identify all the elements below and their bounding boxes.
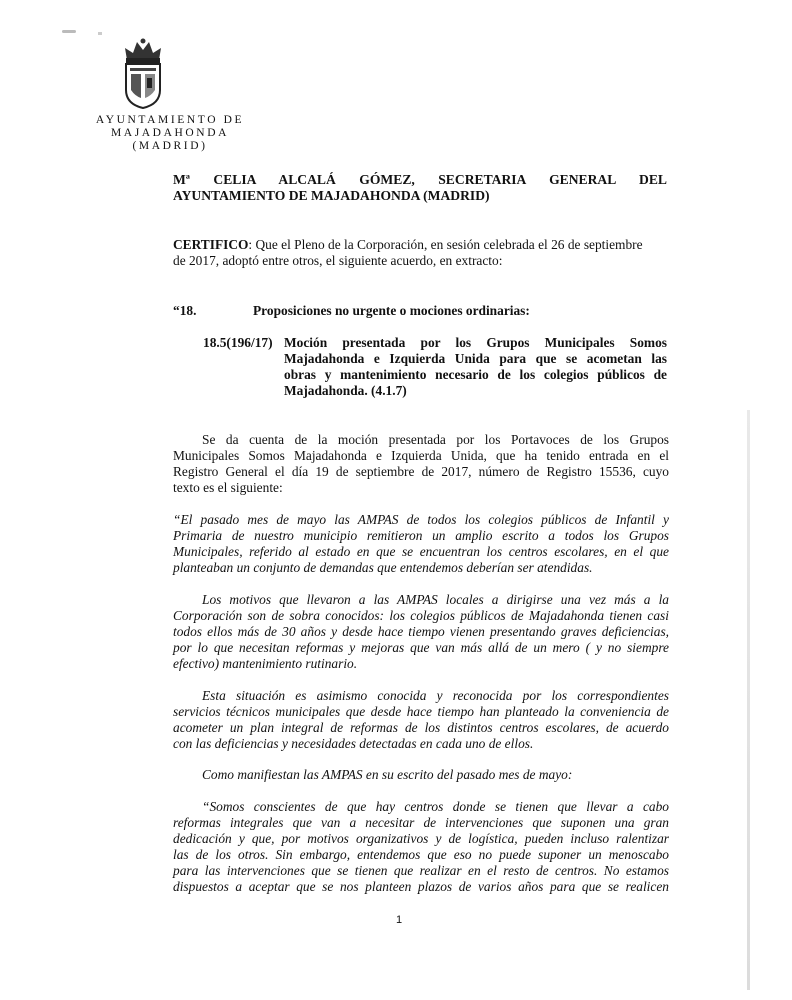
quote-line: con las deficiencias y necesidades detectadas en cada uno de ellos. <box>173 736 534 751</box>
quote-line: dispuestos a aceptar que se nos planteen plazos de varios años para que se realicen <box>173 879 669 894</box>
motion-title <box>284 335 667 399</box>
certifico-label: CERTIFICO <box>173 237 249 252</box>
motion-title-line: Majadahonda. (4.1.7) <box>284 383 407 398</box>
org-line-3: (MADRID) <box>132 140 208 152</box>
certifico-paragraph <box>173 237 669 269</box>
section-title: Proposiciones no urgente o mociones ordinarias: <box>253 303 530 318</box>
motion-number: 18.5(196/17) <box>203 335 273 350</box>
motion-title-line: Majadahonda e Izquierda Unida para que se acometan las <box>284 351 667 366</box>
scan-artifact <box>62 30 76 33</box>
quote-line: Esta situación es asimismo conocida y reconocida por los correspondientes <box>202 688 669 703</box>
quote-line: Primaria de nuestro municipio remitieron un amplio escrito a todos los Grupos <box>173 528 669 543</box>
organization-name <box>60 114 280 153</box>
motion-title-line: Moción presentada por los Grupos Municipales Somos <box>284 335 667 350</box>
heading-line-1: Mª CELIA ALCALÁ GÓMEZ, SECRETARIA GENERAL DEL <box>173 172 667 187</box>
quote-line: servicios técnicos municipales que desde hace tiempo han planteado la conveniencia de <box>173 704 669 719</box>
heading-line-2: AYUNTAMIENTO DE MAJADAHONDA (MADRID) <box>173 188 490 203</box>
page-number: 1 <box>396 914 403 926</box>
quote-paragraph-1 <box>173 512 669 576</box>
scan-edge-shadow <box>747 410 750 990</box>
quote-line: Corporación son de sobra conocidos: los colegios públicos de Majadahonda tienen casi <box>173 608 669 623</box>
quote-paragraph-5 <box>173 799 669 895</box>
quote-line: dedicación y que, por motivos organizativos y de logística, pueden incluso ralentizar <box>173 831 669 846</box>
quote-line: para las intervenciones que se tienen que realizar en el resto de centros. No estamos <box>173 863 669 878</box>
coat-of-arms-icon <box>121 38 165 110</box>
quote-line: efectivo) mantenimiento rutinario. <box>173 656 358 671</box>
quote-line: las de los otros. Sin embargo, entendemos que eso no puede suponer un menoscabo <box>173 847 669 862</box>
quote-line: “Somos conscientes de que hay centros donde se tienen que llevar a cabo <box>202 799 669 814</box>
section-number: “18. <box>173 303 197 318</box>
motion-title-line: obras y mantenimiento necesario de los colegios públicos de <box>284 367 667 382</box>
certifico-line-1: : Que el Pleno de la Corporación, en sesión celebrada el 26 de septiembre <box>248 237 643 252</box>
org-line-2: MAJADAHONDA <box>110 127 230 139</box>
document-heading <box>173 172 667 204</box>
quote-paragraph-2 <box>173 592 669 672</box>
quote-line: por lo que necesitan reformas y mejoras que van más allá de un mero ( y no siempre <box>173 640 669 655</box>
quote-paragraph-3 <box>173 688 669 752</box>
quote-line: Municipales, referido al estado en que se encuentran los centros escolares, en el que <box>173 544 669 559</box>
quote-line: “El pasado mes de mayo las AMPAS de todos los colegios públicos de Infantil y <box>173 512 669 527</box>
intro-paragraph <box>173 432 669 496</box>
intro-line: texto es el siguiente: <box>173 480 283 495</box>
quote-line: acometer un plan integral de reformas de los distintos centros escolares, de acuerdo <box>173 720 669 735</box>
scan-artifact <box>98 32 102 35</box>
intro-line: Se da cuenta de la moción presentada por los Portavoces de los Grupos <box>202 432 669 447</box>
quote-line: todos ellos más de 30 años y desde hace tiempo vienen presentando graves deficiencias, <box>173 624 669 639</box>
certifico-line-2: de 2017, adoptó entre otros, el siguiente acuerdo, en extracto: <box>173 253 503 268</box>
quote-line: Los motivos que llevaron a las AMPAS locales a dirigirse una vez más a la <box>202 592 669 607</box>
org-line-1: AYUNTAMIENTO DE <box>95 114 245 126</box>
intro-line: Registro General el día 19 de septiembre de 2017, número de Registro 15536, cuyo <box>173 464 669 479</box>
quote-line: planteaban un conjunto de demandas que entendemos deberían ser atendidas. <box>173 560 593 575</box>
quote-line: reformas integrales que van a necesitar de intervenciones que suponen una gran <box>173 815 669 830</box>
quote-paragraph-4 <box>173 767 669 783</box>
intro-line: Municipales Somos Majadahonda e Izquierda Unida, que ha tenido entrada en el <box>173 448 669 463</box>
quote-line: Como manifiestan las AMPAS en su escrito del pasado mes de mayo: <box>202 767 573 782</box>
